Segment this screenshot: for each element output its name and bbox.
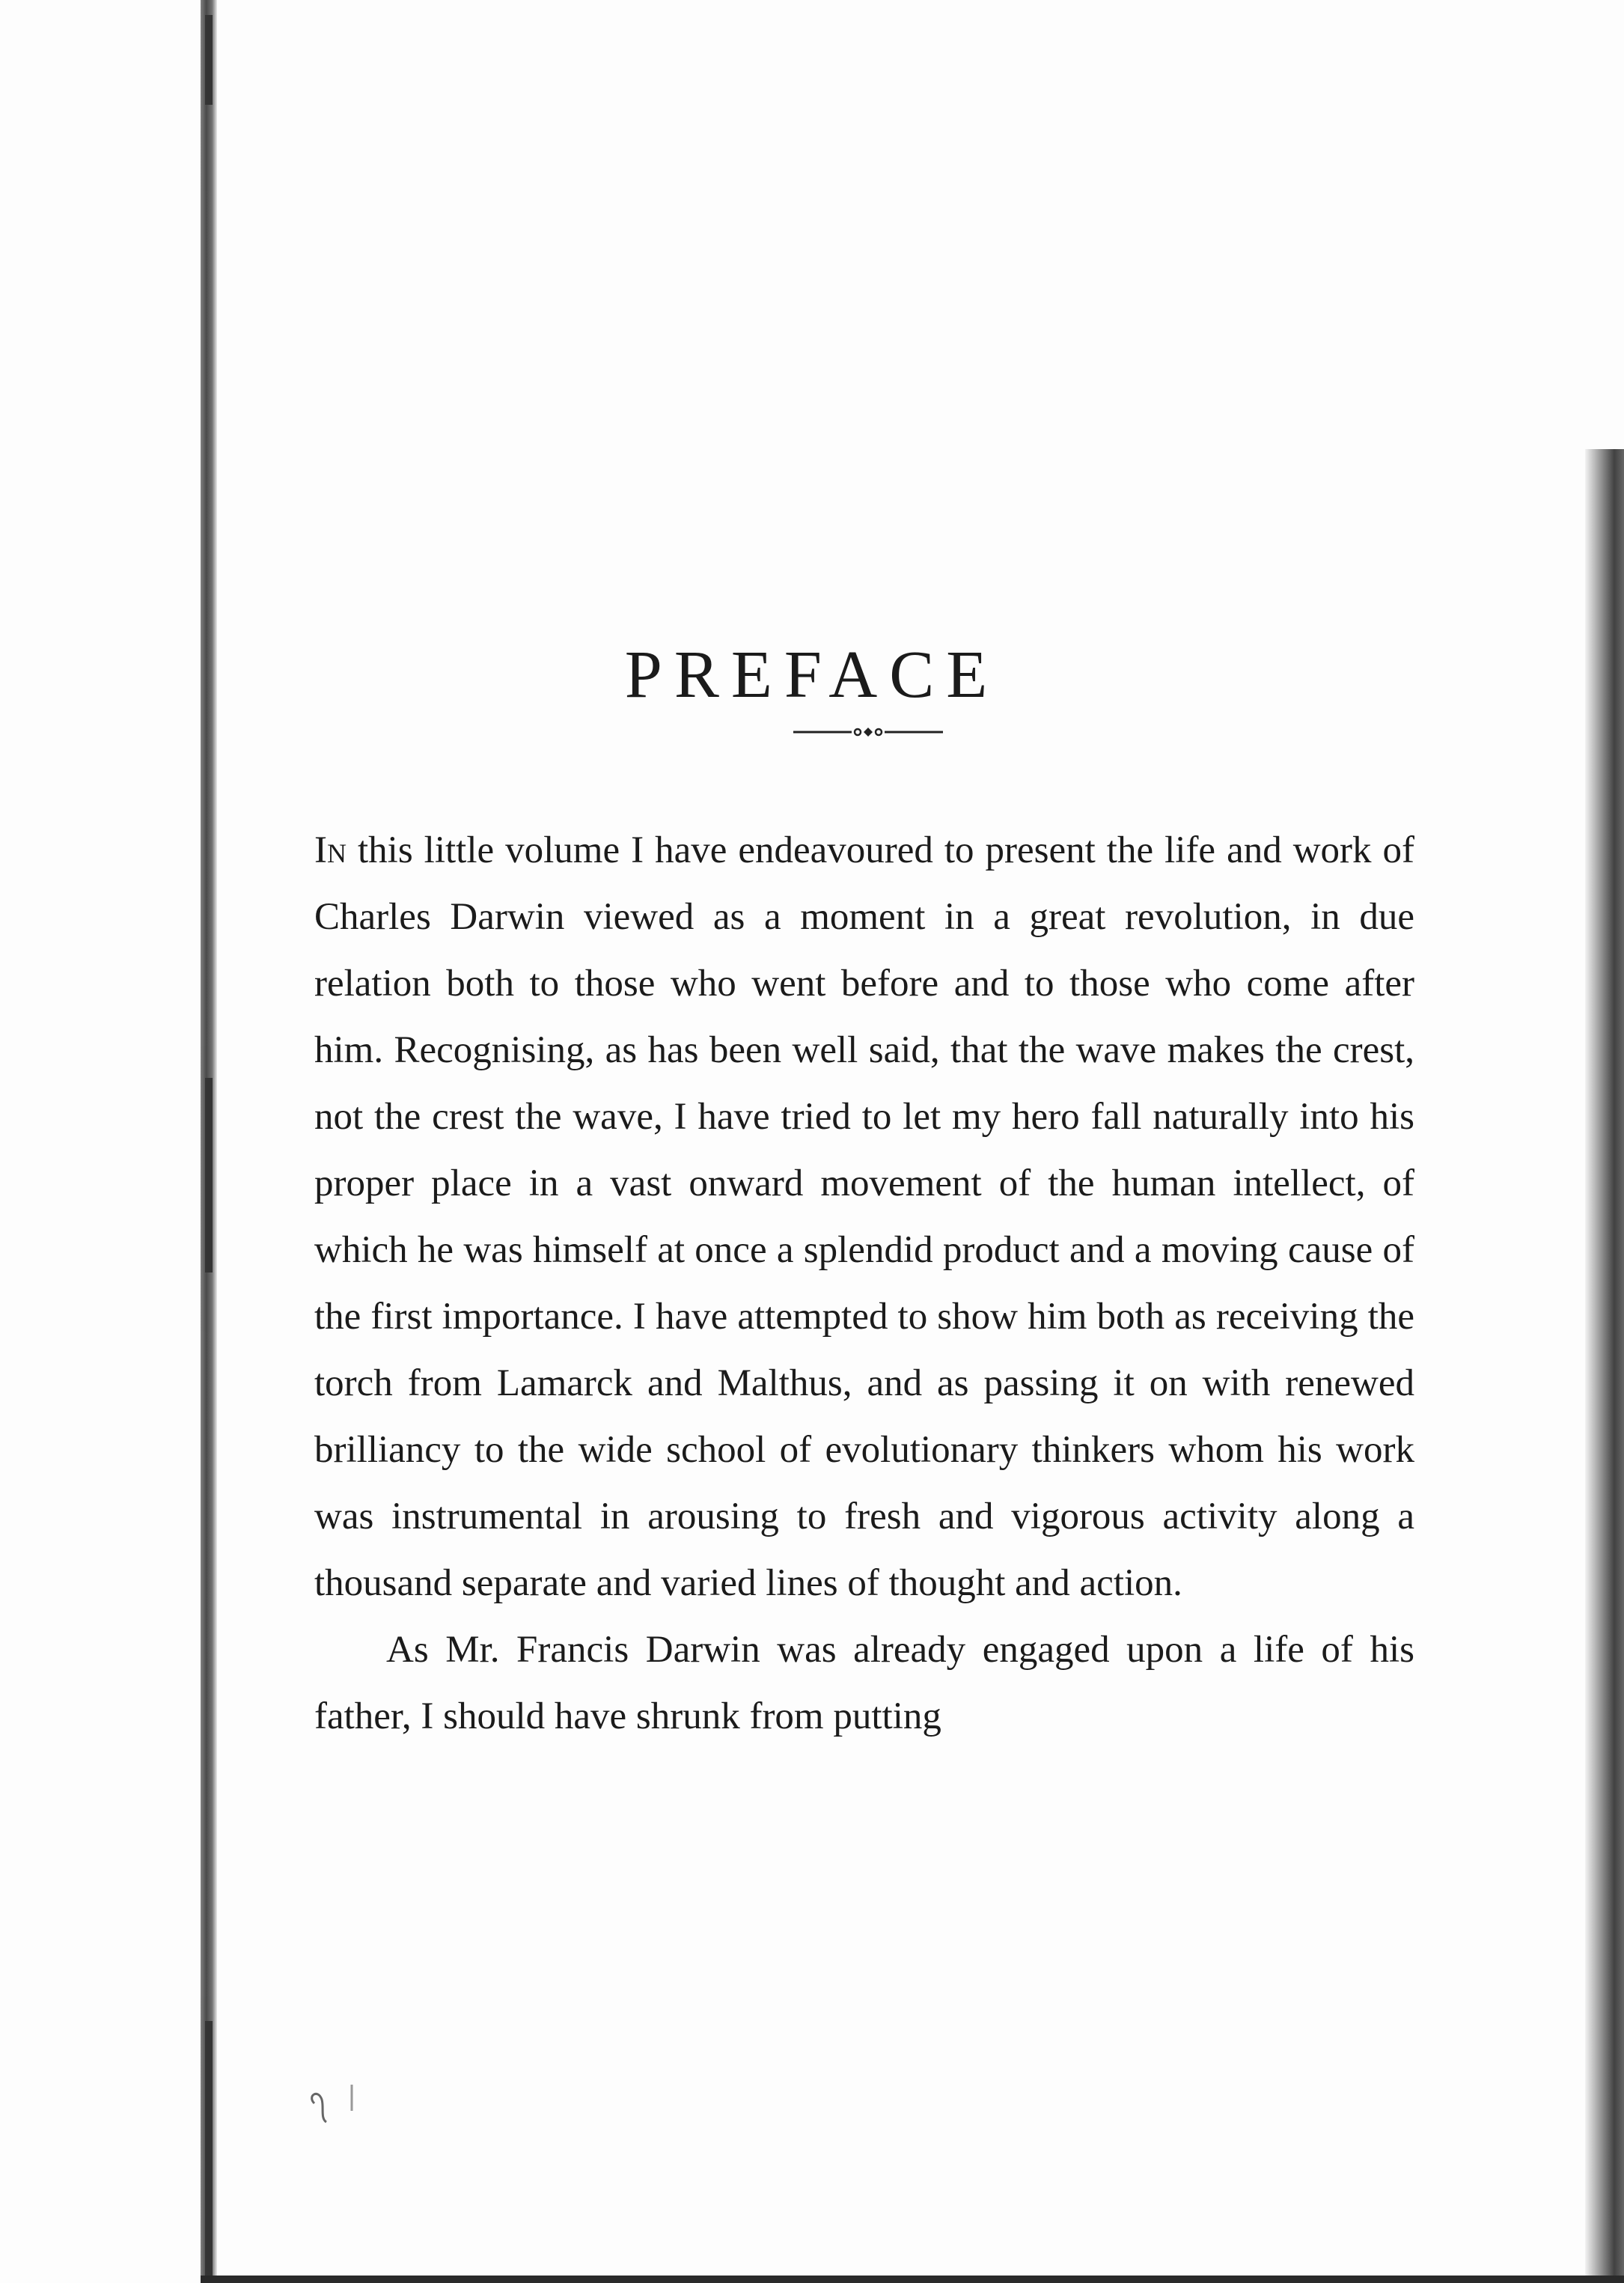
right-binding-edge <box>1585 449 1624 2283</box>
page-title: PREFACE <box>624 638 1000 713</box>
binding-mark <box>205 1078 213 1272</box>
binding-mark <box>205 2021 213 2283</box>
pencil-mark-icon <box>299 2081 367 2133</box>
left-binding-edge <box>201 0 217 2283</box>
paragraph-text: As Mr. Francis Darwin was already engaged upon a life of his father, I should have shrunk from putting <box>314 1629 1414 1737</box>
paragraph <box>314 817 1414 1617</box>
preface-body <box>314 817 1414 1750</box>
bottom-page-edge <box>201 2276 1624 2283</box>
ornament-divider-icon <box>793 725 943 740</box>
binding-mark <box>205 15 213 105</box>
paragraph <box>314 1617 1414 1750</box>
paragraph-text: this little volume I have endeavoured to present the life and work of Charles Darwin viewed as a moment in a great revolution, in due relation both to those who went before and to those who come after him. Recognising, as has been well said, that the wave makes the crest, not the crest the wave, I have tried to let my hero fall naturally into his proper place in a vast onward movement of the human intellect, of which he was himself at once a splendid product and a moving cause of the first importance. I have attempted to show him both as receiving the torch from Lamarck and Malthus, and as passing it on with renewed brilliancy to the wide school of evolutionary thinkers whom his work was instrumental in arousing to fresh and vigorous activity along a thousand separate and varied lines of thought and action. <box>314 829 1414 1604</box>
drop-lead-word: In <box>314 829 347 871</box>
